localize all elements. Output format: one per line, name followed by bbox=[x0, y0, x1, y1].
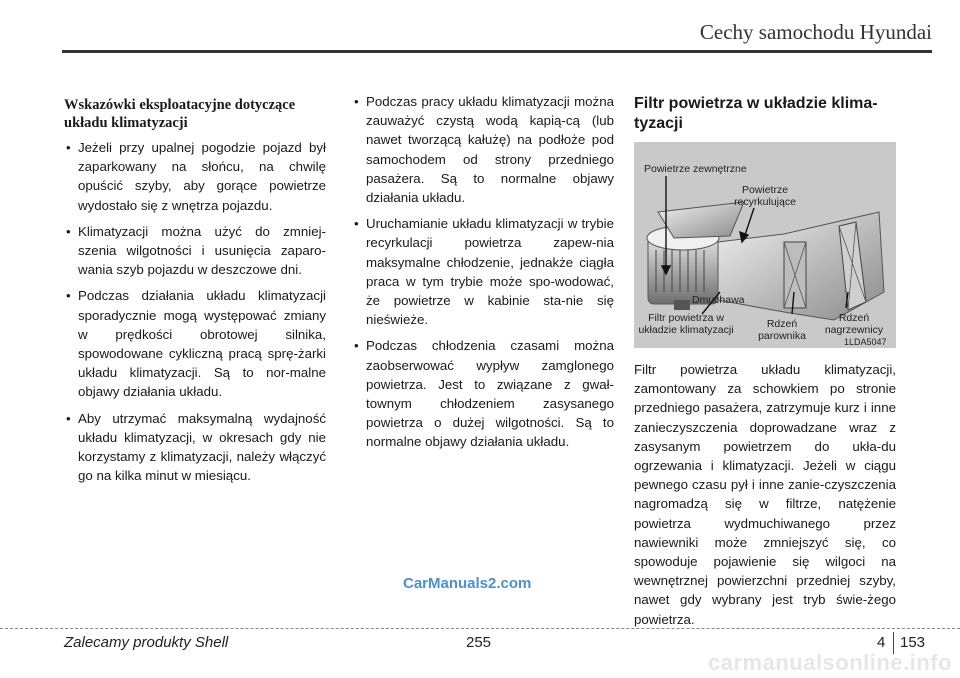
label-filter: Filtr powietrza w układzie klimatyzacji bbox=[638, 312, 734, 336]
list-item: • Podczas chłodzenia czasami można zaobserwować wypływ zamglonego powietrza. Jest to związane z gwał-townym chłodzeniem zasysanego powietrza o dużej wilgotności. Są to normalne objawy działania układu. bbox=[352, 336, 614, 451]
bottom-watermark: carmanualsonline.info bbox=[708, 650, 952, 675]
list-item: • Podczas działania układu klimatyzacji sporadycznie mogą występować zmiany w prędkości obrotowej silnika, spowodowane cykliczną pracą sprę-żarki układu klimatyzacji. Są to nor-malne objawy działania układu. bbox=[64, 286, 326, 401]
column-3 bbox=[634, 94, 896, 629]
footer-page-number: 255 bbox=[466, 634, 492, 651]
climate-filter-diagram bbox=[634, 142, 896, 348]
filter-heading: Filtr powietrza w układzie klima-tyzacji bbox=[634, 95, 878, 132]
watermark-link[interactable]: CarManuals2.com bbox=[403, 575, 532, 592]
header-title: Cechy samochodu Hyundai bbox=[699, 20, 932, 44]
label-blower: Dmuchawa bbox=[692, 294, 745, 306]
list-item: • Aby utrzymać maksymalną wydajność układu klimatyzacji, w okresach gdy nie korzystamy z klimatyzacji, należy włączyć go na kilka minut w miesiącu. bbox=[64, 409, 326, 486]
list-item: • Podczas pracy układu klimatyzacji można zauważyć czystą wodą kapią-cą (lub nawet tworzącą kałużę) na podłoże pod samochodem od strony przedniego pasażera. Są to normalne objawy działania układu. bbox=[352, 92, 614, 207]
column-2 bbox=[352, 92, 614, 459]
footer-section-number: 4 bbox=[877, 634, 886, 651]
header-rule bbox=[62, 50, 932, 53]
column-1 bbox=[64, 96, 326, 492]
ac-tips-list bbox=[64, 138, 326, 485]
figure-code: 1LDA5047 bbox=[844, 337, 887, 347]
label-heater: Rdzeń nagrzewnicy bbox=[824, 312, 884, 336]
footer-left-text: Zalecamy produkty Shell bbox=[64, 634, 229, 651]
footer-manual-page: 153 bbox=[900, 634, 926, 651]
list-item: • Jeżeli przy upalnej pogodzie pojazd był zaparkowany na słońcu, na chwilę opuścić szyby, aby gorące powietrze wydostało się z wnętrza pojazdu. bbox=[64, 138, 326, 215]
list-item: • Klimatyzacji można użyć do zmniej-szenia wilgotności i usunięcia zaparo-wania szyb pojazdu w deszczowe dni. bbox=[64, 222, 326, 280]
footer-rule bbox=[0, 628, 960, 629]
filter-description: Filtr powietrza układu klimatyzacji, zamontowany za schowkiem po stronie przedniego pasażera, zatrzymuje kurz i inne zanieczyszczenia doprowadzane wraz z zasysanym powietrzem do ukła-du ogrzewania i klimatyzacji. Jeżeli w ciągu pewnego czasu pył i inne zanie-czyszczenia nagromadzą się w filtrze, natężenie powietrza wydmuchiwanego przez nawiewniki może zmniejszyć się, co spowoduje pojawienie się wilgoci na wewnętrznej powierzchni przedniej szyby, nawet gdy wybrany jest tryb świe-żego powietrza. bbox=[634, 362, 896, 627]
label-recirc-air: Powietrze recyrkulujące bbox=[734, 184, 796, 208]
ac-tips-heading: Wskazówki eksploatacyjne dotyczące układu klimatyzacji bbox=[64, 97, 296, 131]
label-evaporator: Rdzeń parownika bbox=[758, 318, 806, 342]
ac-notes-list bbox=[352, 92, 614, 452]
label-outside-air: Powietrze zewnętrzne bbox=[644, 163, 747, 175]
list-item: • Uruchamianie układu klimatyzacji w trybie recyrkulacji powietrza zapew-nia maksymalne chłodzenie, jednakże ciągła praca w tym trybie może spo-wodować, że powietrze w kabinie sta-nie się nieświeże. bbox=[352, 214, 614, 329]
